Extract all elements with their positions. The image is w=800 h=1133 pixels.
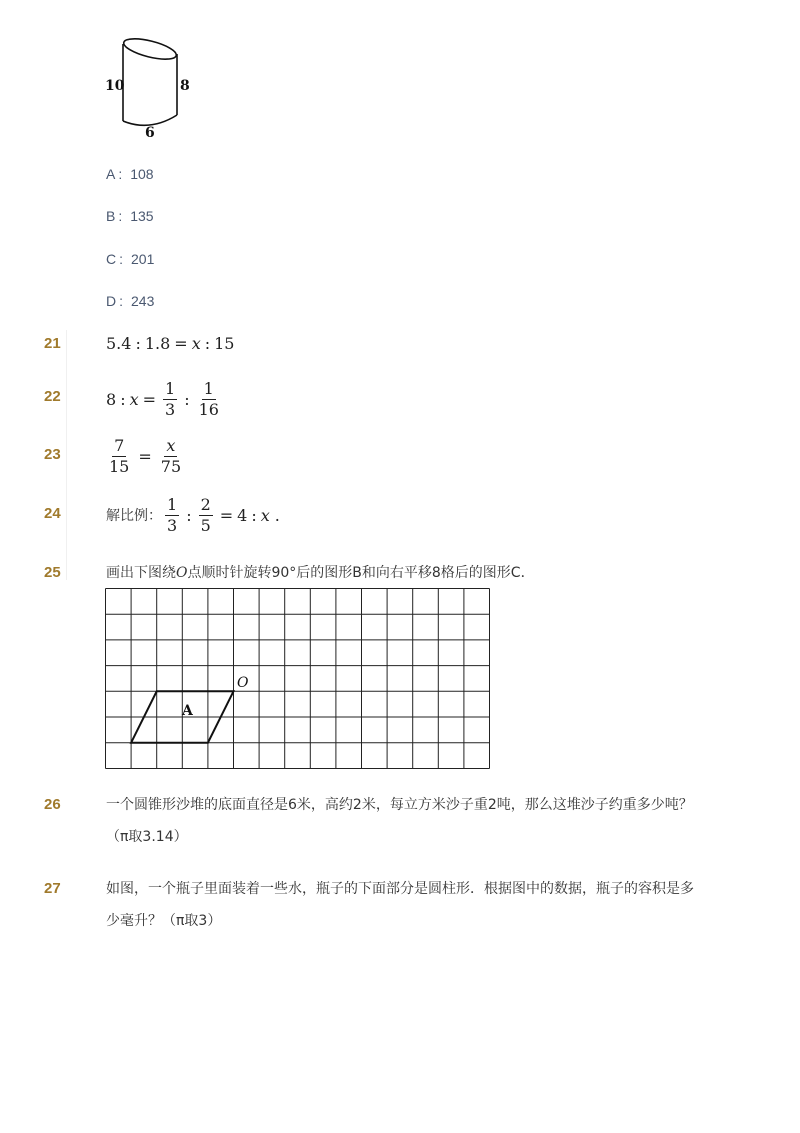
- q24-prefix: 解比例：: [106, 507, 162, 524]
- q25-text-before: 画出下图绕: [106, 565, 176, 581]
- option-letter: A: [106, 166, 116, 182]
- q23-fraction-2: [159, 437, 183, 476]
- q22-var: x: [129, 390, 139, 409]
- question-number-22: 22: [44, 388, 61, 405]
- question-number-27: 27: [44, 880, 61, 897]
- numerator: 1: [203, 379, 214, 398]
- q21-a: 5.4: [106, 334, 132, 353]
- q24-equation: [106, 496, 280, 535]
- option-value: 243: [131, 293, 155, 309]
- question-number-25: 25: [44, 564, 61, 581]
- ratio-colon: :: [135, 334, 141, 353]
- left-gutter-line: [66, 330, 67, 580]
- q26-text-line-1: 一个圆锥形沙堆的底面直径是6米，高约2米，每立方米沙子重2吨，那么这堆沙子约重多少吨？: [106, 797, 693, 813]
- q21-c: 15: [214, 334, 235, 353]
- option-a[interactable]: [106, 166, 154, 182]
- q24-var: x: [260, 506, 270, 525]
- q24-suffix: .: [274, 506, 280, 525]
- option-letter: B: [106, 208, 116, 224]
- ratio-colon: :: [184, 390, 190, 409]
- denominator: 5: [200, 516, 211, 535]
- denominator: 75: [160, 457, 182, 476]
- q27-text-line-1: 如图，一个瓶子里面装着一些水，瓶子的下面部分是圆柱形．根据图中的数据，瓶子的容积是多: [106, 881, 694, 897]
- question-number-26: 26: [44, 796, 61, 813]
- option-d[interactable]: [106, 293, 154, 309]
- question-number-24: 24: [44, 505, 61, 522]
- denominator: 16: [198, 400, 219, 419]
- question-number-21: 21: [44, 335, 61, 352]
- denominator: 3: [167, 516, 178, 535]
- option-value: 135: [130, 208, 154, 224]
- q25-text: [106, 562, 535, 584]
- option-c[interactable]: [106, 251, 154, 267]
- ratio-colon: :: [251, 506, 257, 525]
- q25-grid-figure: [105, 588, 492, 770]
- denominator: 3: [165, 400, 176, 419]
- question-number-23: 23: [44, 446, 61, 463]
- q22-a: 8: [106, 390, 117, 409]
- q24-c: 4: [237, 506, 248, 525]
- numerator: x: [166, 436, 176, 455]
- option-value: 108: [130, 166, 154, 182]
- denominator: 15: [109, 457, 130, 476]
- equals-sign: =: [219, 506, 234, 525]
- grid-drawing: [105, 588, 492, 770]
- ratio-colon: :: [120, 390, 126, 409]
- ratio-colon: :: [204, 334, 211, 353]
- numerator: 1: [167, 495, 178, 514]
- numerator: 1: [165, 379, 176, 398]
- option-b[interactable]: [106, 208, 154, 224]
- point-label-o: O: [237, 675, 249, 691]
- q21-b: 1.8: [144, 334, 171, 353]
- option-letter: D: [106, 293, 117, 309]
- q21-equation: [106, 334, 234, 353]
- cylinder-bottom-label: 6: [145, 125, 155, 141]
- cylinder-figure: [100, 35, 200, 145]
- q27-text-line-2: 少毫升？（π取3）: [106, 913, 222, 929]
- option-letter: C: [106, 251, 117, 267]
- cylinder-left-label: 10: [105, 78, 125, 94]
- cylinder-right-label: 8: [180, 78, 190, 94]
- numerator: 2: [200, 495, 211, 514]
- equals-sign: =: [174, 334, 188, 353]
- q26-text-line-2: （π取3.14）: [106, 829, 188, 845]
- q23-fraction-1: [107, 437, 131, 476]
- q21-var: x: [191, 334, 201, 353]
- q24-math: [162, 496, 280, 535]
- q25-point: O: [176, 565, 188, 581]
- option-colon: :: [119, 251, 124, 267]
- numerator: 7: [114, 436, 125, 455]
- option-value: 201: [131, 251, 155, 267]
- q24-fraction-2: [199, 496, 213, 535]
- q22-fraction-2: [197, 380, 221, 419]
- q22-equation: [106, 380, 224, 419]
- q23-equation: [104, 437, 186, 476]
- ratio-colon: :: [186, 506, 192, 525]
- q22-fraction-1: [163, 380, 177, 419]
- equals-sign: =: [142, 390, 157, 409]
- option-colon: :: [118, 208, 123, 224]
- shape-label-a: A: [182, 703, 193, 719]
- option-colon: :: [118, 166, 123, 182]
- q24-fraction-1: [165, 496, 179, 535]
- q25-text-after: 点顺时针旋转90°后的图形B和向右平移8格后的图形C．: [187, 565, 535, 581]
- equals-sign: =: [138, 447, 152, 466]
- option-colon: :: [119, 293, 124, 309]
